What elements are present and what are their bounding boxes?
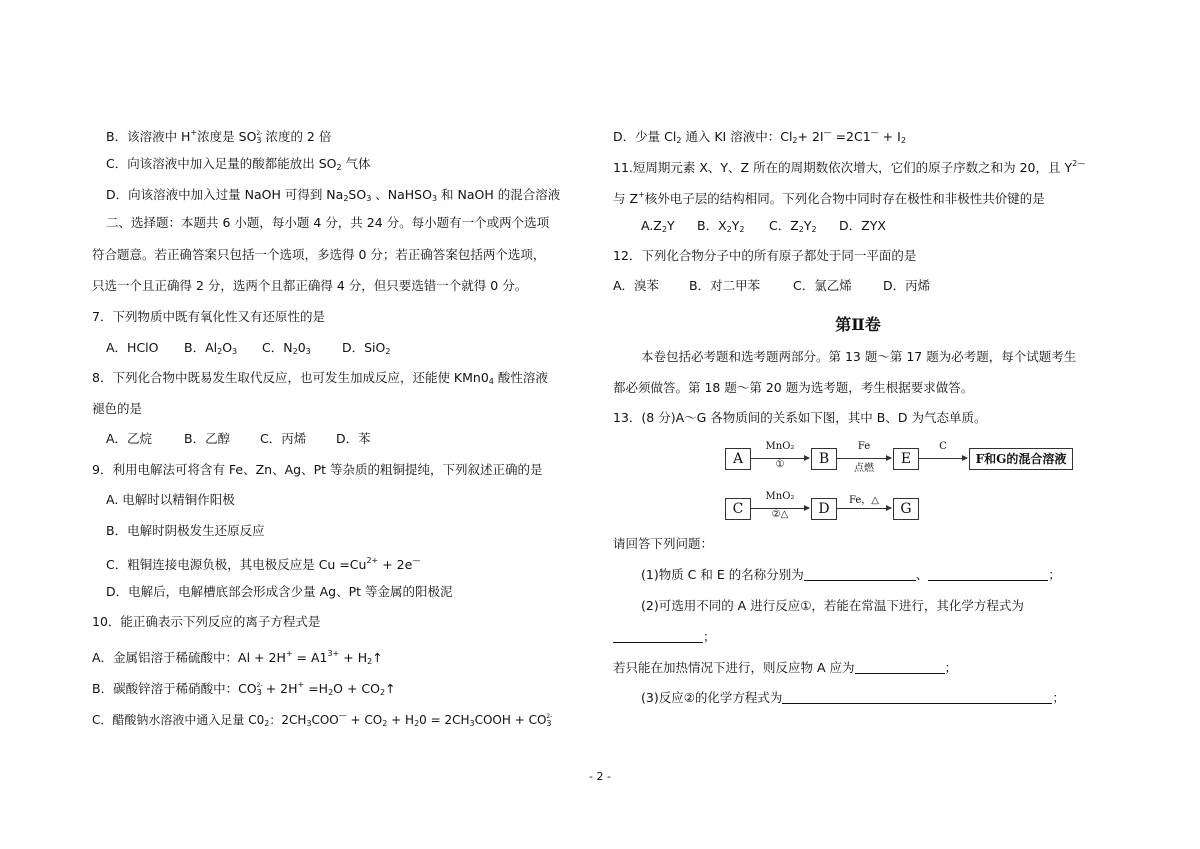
q8-option-b: B．乙醇 [184,431,231,446]
diagram-box-b: B [811,448,837,470]
q6-option-c: C．向该溶液中加入足量的酸都能放出 $SO_2$ 气体 [106,156,371,172]
diagram-arrow-5 [837,508,891,509]
q12-stem: 12．下列化合物分子中的所有原子都处于同一平面的是 [613,248,917,263]
q13-part2-line2: ； [613,628,716,646]
diagram-box-g: G [893,498,919,520]
q13-part1: (1)物质 C 和 E 的名称分别为 、 ； [641,567,1061,582]
q9-option-c: C．粗铜连接电源负极，其电极反应是 $Cu =Cu^{2+} + 2e^—$ [106,556,421,572]
q13-part2-line1: (2)可选用不同的 A 进行反应①，若能在常温下进行，其化学方程式为 [641,598,1024,613]
reaction-diagram [725,442,1075,524]
q8-option-d: D．苯 [336,431,371,446]
q9-stem: 9．利用电解法可将含有 Fe、Zn、Ag、Pt 等杂质的粗铜提纯，下列叙述正确的是 [92,462,543,477]
q6-option-b: B．该溶液中 H+浓度是 $SO^{2-}_3$ 浓度的 2 倍 [106,128,332,145]
part2-intro-line1: 本卷包括必考题和选考题两部分。第 13 题～第 17 题为必考题，每个试题考生 [641,349,1077,364]
section2-instructions-line3: 只选一个且正确得 2 分，选两个且都正确得 4 分，但只要选错一个就得 0 分。 [92,278,528,293]
answer-blank-reactant-a[interactable] [855,660,945,674]
diagram-label-reaction2: ②△ [771,509,789,520]
q7-option-a: A．HClO [106,340,159,355]
diagram-label-mno2-2: MnO₂ [765,491,795,502]
q11-stem-line1: 11.短周期元素 X、Y、Z 所在的周期数依次增大，它们的原子序数之和为 20，且 $Y^{2—}$ [613,159,1086,175]
q13-part2-line3: 若只能在加热情况下进行，则反应物 A 应为 ； [613,660,958,675]
q8-stem-line1: 8．下列化合物中既易发生取代反应，也可发生加成反应，还能使 $KMn0_4$ 酸性溶液 [92,370,548,386]
q11-option-d: D．ZYX [839,218,886,233]
q7-option-c: C．N203 [262,340,311,356]
q9-option-b: B．电解时阴极发生还原反应 [106,523,265,538]
diagram-label-fe: Fe [857,441,871,452]
answer-blank-e[interactable] [928,567,1048,581]
section2-instructions-line1: 二、选择题：本题共 6 小题，每小题 4 分，共 24 分。每小题有一个或两个选项 [106,215,550,230]
q10-option-d: D．少量 $Cl_2$ 通入 KI 溶液中：$Cl_2+ 2I^— =2C1^— + I_2$ [613,128,906,145]
q10-option-a: A．金属铝溶于稀硫酸中：$Al + 2H^+ = A1^{3+}$ + $H_2↑$ [92,649,383,666]
q11-stem-line2: 与 Z+核外电子层的结构相同。下列化合物中同时存在极性和非极性共价键的是 [613,190,1045,206]
q13-part3: (3)反应②的化学方程式为 ； [641,690,1065,705]
q13-prompt: 请回答下列问题： [613,536,714,551]
page-number: - 2 - [589,770,611,783]
part2-title: 第Ⅱ卷 [835,315,881,334]
answer-blank-c[interactable] [804,567,916,581]
q11-options [641,217,886,239]
q9-option-d: D．电解后，电解槽底部会形成含少量 Ag、Pt 等金属的阳极泥 [106,584,453,599]
q10-option-b: B．碳酸锌溶于稀硝酸中：$CO^{2-}_3 + 2H^+ =H_2O$ + $CO_2↑$ [92,680,396,697]
q12-option-b: B．对二甲苯 [689,278,761,293]
diagram-label-ignite: 点燃 [854,463,874,474]
q12-options [613,277,930,295]
diagram-label-fe-heat: Fe，△ [849,495,879,506]
diagram-box-fg-mixture: F和G的混合溶液 [969,448,1073,470]
q8-option-c: C．丙烯 [260,431,307,446]
q10-stem: 10．能正确表示下列反应的离子方程式是 [92,614,321,629]
q7-stem: 7．下列物质中既有氧化性又有还原性的是 [92,309,325,324]
q8-options [106,430,371,448]
diagram-box-d: D [811,498,837,520]
q6-option-d: D．向该溶液中加入过量 NaOH 可得到 $Na_2SO_3$ 、NaHSO$_3$ 和 NaOH 的混合溶液 [106,187,561,203]
q8-option-a: A．乙烷 [106,431,153,446]
answer-blank-equation2[interactable] [782,690,1052,704]
diagram-box-e: E [893,448,919,470]
diagram-label-c: C [939,441,947,452]
part2-intro-line2: 都必须做答。第 18 题～第 20 题为选考题，考生根据要求做答。 [613,380,974,395]
q7-option-b: B．Al2O3 [184,340,238,356]
q11-option-a: A.Z2Y [641,218,675,234]
q9-option-a: A. 电解时以精铜作阳极 [106,492,235,507]
diagram-label-reaction1: ① [775,459,785,470]
diagram-box-c: C [725,498,751,520]
section2-instructions-line2: 符合题意。若正确答案只包括一个选项，多选得 0 分；若正确答案包括两个选项， [92,247,546,262]
q12-option-a: A．溴苯 [613,278,660,293]
q11-option-c: C．Z2Y2 [769,218,817,234]
q10-option-c: C．醋酸钠水溶液中通入足量 $C0_2$：$2CH_3COO^— + CO_2 + H_20$ = $2CH_3COOH + CO^{2-}_3$ [92,711,553,728]
q8-stem-line2: 褪色的是 [92,401,143,416]
diagram-box-a: A [725,448,751,470]
diagram-label-mno2-1: MnO₂ [765,441,795,452]
q7-option-d: D．SiO2 [342,340,391,356]
q12-option-d: D．丙烯 [883,278,931,293]
q7-options [106,339,390,361]
q13-stem: 13．(8 分)A～G 各物质间的关系如下图，其中 B、D 为气态单质。 [613,410,987,425]
diagram-arrow-3 [919,458,967,459]
answer-blank-equation1[interactable] [613,629,703,643]
q11-option-b: B．X2Y2 [697,218,745,234]
q12-option-c: C．氯乙烯 [793,278,852,293]
